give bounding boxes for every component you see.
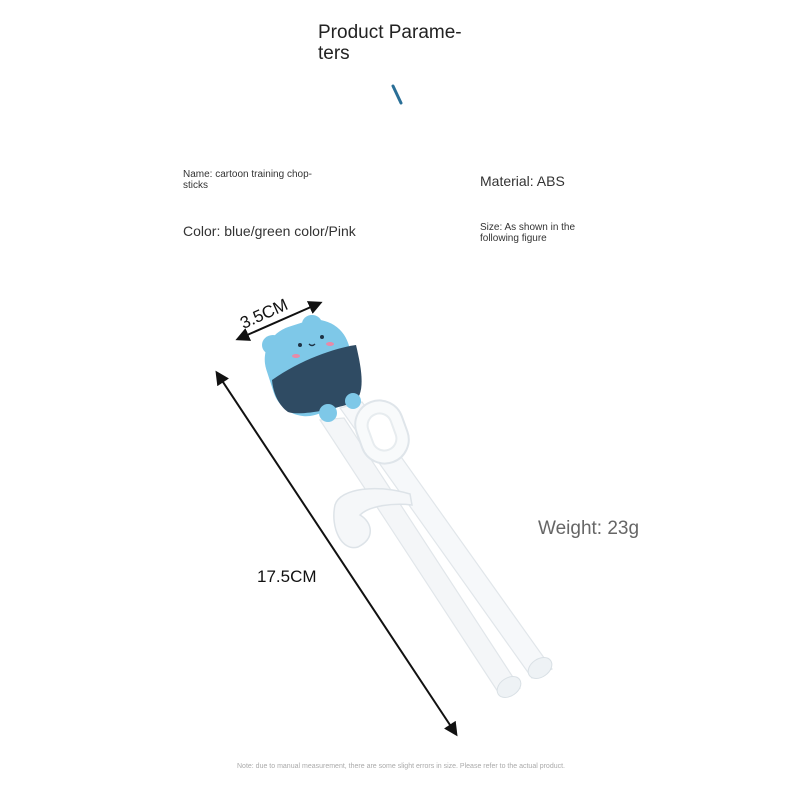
page-title: Product Parame-ters <box>318 22 462 64</box>
head-foot-left <box>319 404 337 422</box>
spec-material: Material: ABS <box>480 173 565 189</box>
spec-weight: Weight: 23g <box>538 518 640 539</box>
spec-size: Size: As shown in the following figure <box>480 222 576 244</box>
length-dimension-label: 17.5CM <box>257 567 317 586</box>
head-foot-right <box>345 393 361 409</box>
chopsticks-illustration <box>256 311 556 702</box>
left-chopstick <box>320 418 520 695</box>
footnote: Note: due to manual measurement, there are some slight errors in size. Please refer to the actual product. <box>237 763 565 770</box>
spec-color: Color: blue/green color/Pink <box>183 223 356 239</box>
width-dimension-label: 3.5CM <box>237 294 291 333</box>
spec-name: Name: cartoon training chop-sticks <box>183 169 312 191</box>
